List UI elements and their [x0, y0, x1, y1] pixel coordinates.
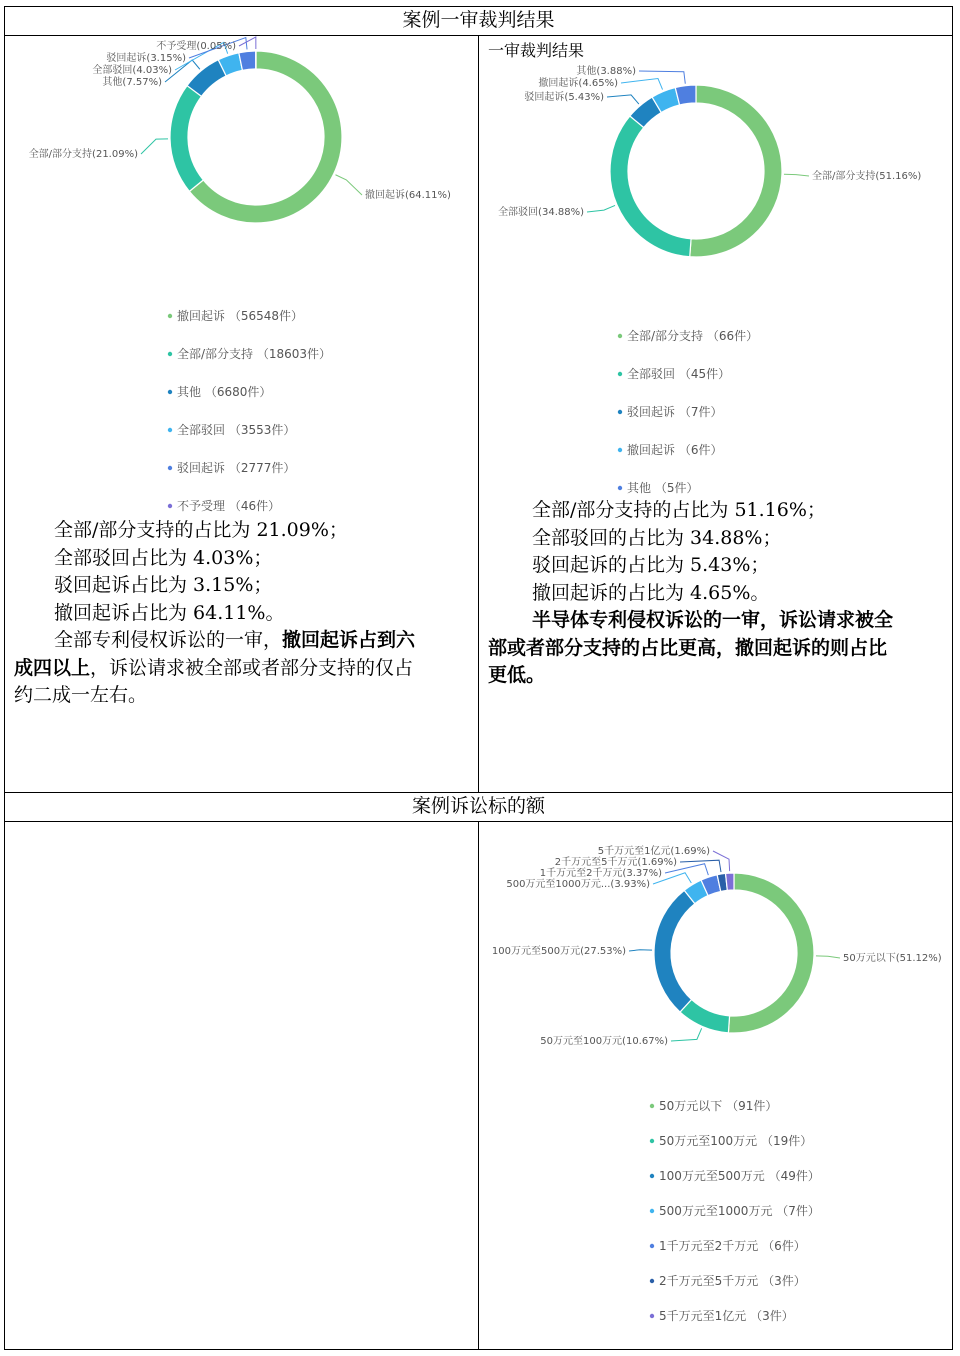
legend-item: 2千万元至5千万元 （3件） — [659, 1274, 806, 1288]
right-analysis-text — [488, 497, 894, 690]
legend-item: 全部/部分支持 （66件） — [627, 329, 759, 343]
slice-label: 100万元至500万元(27.53%) — [491, 946, 626, 957]
section-header-judgment: 案例一审裁判结果 — [402, 9, 555, 31]
legend-item: 500万元至1000万元 （7件） — [659, 1204, 820, 1218]
slice-label: 5千万元至1亿元(1.69%) — [597, 846, 710, 857]
legend-item: 全部驳回 （3553件） — [177, 423, 296, 437]
legend-item: 5千万元至1亿元 （3件） — [659, 1309, 794, 1323]
slice-leader-line — [629, 950, 652, 951]
right-text-line: 全部驳回的占比为 34.88%； — [532, 526, 782, 549]
left-summary-line3: 约二成一左右。 — [14, 684, 148, 706]
left-summary-line1: 全部专利侵权诉讼的一审，撤回起诉占到六 — [54, 629, 416, 651]
slice-label: 2千万元至5千万元(1.69%) — [554, 857, 677, 868]
legend-marker — [650, 1139, 654, 1143]
right-summary-line2: 部或者部分支持的占比更高，撤回起诉的则占比 — [488, 636, 888, 659]
left-summary-line2: 成四以上，诉讼请求被全部或者部分支持的仅占 — [14, 656, 414, 679]
right-text-line: 撤回起诉的占比为 4.65%。 — [532, 581, 770, 604]
legend-item: 驳回起诉 （7件） — [627, 405, 723, 419]
slice-label: 其他(3.88%) — [576, 66, 636, 77]
slice-leader-line — [671, 1028, 702, 1041]
legend-item: 其他 （6680件） — [177, 385, 272, 399]
legend-item: 其他 （5件） — [627, 481, 699, 495]
slice-label: 全部驳回(34.88%) — [498, 207, 584, 218]
legend-item: 撤回起诉 （6件） — [627, 443, 723, 457]
left-analysis-text — [14, 517, 415, 710]
slice-leader-line — [713, 851, 730, 871]
slice-label: 全部/部分支持(51.16%) — [812, 171, 922, 182]
left-text-line: 全部/部分支持的占比为 21.09%； — [54, 519, 348, 541]
legend-item: 撤回起诉 （56548件） — [177, 309, 303, 323]
legend-marker — [650, 1104, 654, 1108]
slice-label: 驳回起诉(5.43%) — [524, 92, 604, 103]
section-header-amount: 案例诉讼标的额 — [411, 795, 545, 817]
slice-label: 500万元至1000万元...(3.93%) — [506, 879, 650, 890]
legend-item: 1千万元至2千万元 （6件） — [659, 1239, 806, 1253]
slice-label: 驳回起诉(3.15%) — [106, 53, 186, 64]
legend-item: 50万元以下 （91件） — [659, 1099, 778, 1113]
slice-label: 其他(7.57%) — [102, 77, 162, 88]
left-text-line: 驳回起诉占比为 3.15%； — [54, 574, 273, 596]
slice-label: 不予受理(0.05%) — [156, 41, 236, 52]
left-text-line: 撤回起诉占比为 64.11%。 — [54, 601, 285, 624]
legend-item: 不予受理 （46件） — [177, 499, 281, 513]
slice-leader-line — [680, 860, 721, 872]
donut-slice — [654, 890, 695, 1012]
legend-item: 全部/部分支持 （18603件） — [177, 347, 332, 361]
slice-label: 撤回起诉(4.65%) — [538, 78, 618, 89]
slice-leader-line — [816, 956, 840, 958]
legend-item: 驳回起诉 （2777件） — [177, 461, 296, 475]
slice-label: 全部/部分支持(21.09%) — [28, 149, 138, 160]
chart-title-first-instance: 一审裁判结果 — [488, 41, 585, 60]
left-text-line: 全部驳回占比为 4.03%； — [54, 546, 273, 569]
donut-slice — [728, 873, 814, 1033]
slice-label: 全部驳回(4.03%) — [92, 65, 172, 76]
slice-label: 50万元以下(51.12%) — [843, 953, 942, 964]
legend-item: 100万元至500万元 （49件） — [659, 1169, 820, 1183]
donut-slice — [726, 873, 734, 890]
legend-marker — [650, 1279, 654, 1283]
slice-label: 50万元至100万元(10.67%) — [540, 1036, 668, 1047]
slice-label: 1千万元至2千万元(3.37%) — [539, 868, 662, 879]
legend-marker — [650, 1209, 654, 1213]
right-text-line: 全部/部分支持的占比为 51.16%； — [532, 499, 826, 521]
slice-label: 撤回起诉(64.11%) — [365, 190, 451, 201]
legend-marker — [650, 1244, 654, 1248]
right-text-line: 驳回起诉的占比为 5.43%； — [532, 554, 770, 576]
right-summary-line3: 更低。 — [488, 664, 546, 686]
legend-item: 50万元至100万元 （19件） — [659, 1134, 813, 1148]
right-summary-line1: 半导体专利侵权诉讼的一审，诉讼请求被全 — [532, 609, 894, 631]
legend-marker — [650, 1314, 654, 1318]
legend-marker — [650, 1174, 654, 1178]
legend-item: 全部驳回 （45件） — [627, 367, 731, 381]
